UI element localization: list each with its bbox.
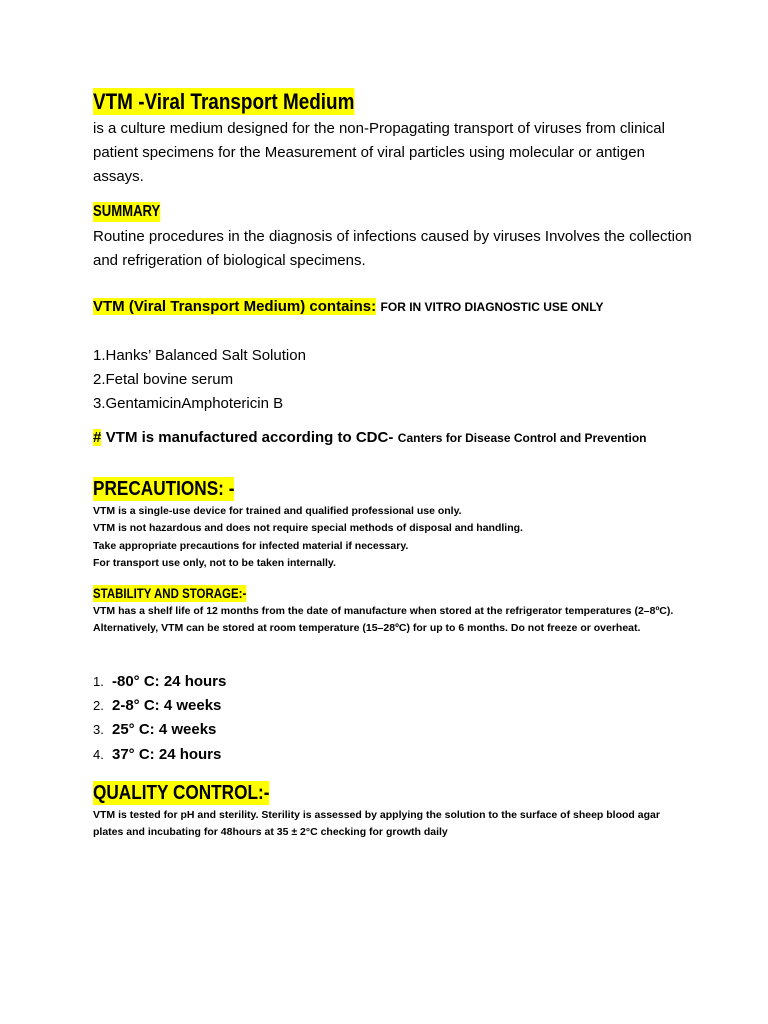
storage-condition-item [93, 697, 226, 721]
summary-heading: SUMMARY [93, 203, 161, 220]
precaution-item: VTM is a single-use device for trained and qualified professional use only. [93, 505, 462, 517]
ingredient-item: 3.GentamicinAmphotericin B [93, 395, 284, 412]
contains-label: VTM (Viral Transport Medium) contains: [93, 298, 377, 315]
storage-condition-text: 2-8° C: 4 weeks [112, 697, 222, 715]
ingredient-item: 2.Fetal bovine serum [93, 371, 234, 388]
quality-control-heading: QUALITY CONTROL:- [93, 782, 270, 804]
hash-marker: # [93, 429, 102, 446]
storage-condition-item [93, 673, 226, 697]
storage-conditions-list [93, 673, 226, 770]
storage-condition-text: -80° C: 24 hours [112, 673, 227, 690]
ingredient-list [93, 344, 306, 416]
stability-heading: STABILITY AND STORAGE:- [93, 585, 247, 601]
storage-condition-number: 3. [93, 722, 104, 738]
storage-condition-text: 25° C: 4 weeks [112, 721, 217, 739]
cdc-statement: VTM is manufactured according to CDC- [105, 429, 394, 446]
document-title: VTM -Viral Transport Medium [93, 89, 355, 114]
diagnostic-use-note: FOR IN VITRO DIAGNOSTIC USE ONLY [380, 300, 604, 314]
ingredient-item: 1.Hanks’ Balanced Salt Solution [93, 347, 306, 364]
precautions-heading: PRECAUTIONS: - [93, 478, 235, 500]
contains-line [93, 298, 603, 316]
intro-paragraph: is a culture medium designed for the non-Propagating transport of viruses from clinical patient specimens for the Measurement of viral particles using molecular or antigen assays. [93, 120, 665, 185]
storage-condition-text: 37° C: 24 hours [112, 745, 222, 763]
storage-condition-item [93, 746, 226, 770]
precautions-list [93, 503, 713, 572]
precaution-item: For transport use only, not to be taken internally. [93, 556, 336, 569]
precaution-item: Take appropriate precautions for infected material if necessary. [93, 539, 409, 552]
cdc-note: Canters for Disease Control and Prevention [397, 431, 647, 445]
storage-condition-item [93, 721, 226, 745]
summary-paragraph: Routine procedures in the diagnosis of infections caused by viruses Involves the collection and refrigeration of biological specimens. [93, 228, 692, 269]
storage-condition-number: 4. [93, 746, 104, 762]
precaution-item: VTM is not hazardous and does not require special methods of disposal and handling. [93, 522, 523, 535]
cdc-line [93, 429, 647, 447]
quality-control-paragraph: VTM is tested for pH and sterility. Sterility is assessed by applying the solution to the surface of sheep blood agar plates and incubating for 48hours at 35 ± 2°C checking for growth daily [93, 809, 660, 839]
storage-condition-number: 1. [93, 674, 104, 689]
storage-condition-number: 2. [93, 698, 104, 714]
stability-paragraph: VTM has a shelf life of 12 months from the date of manufacture when stored at the refrigerator temperatures (2–8ºC). Alternatively, VTM can be stored at room temperature (15–28ºC) for up to 6 months. Do not freeze or overheat. [93, 605, 674, 635]
